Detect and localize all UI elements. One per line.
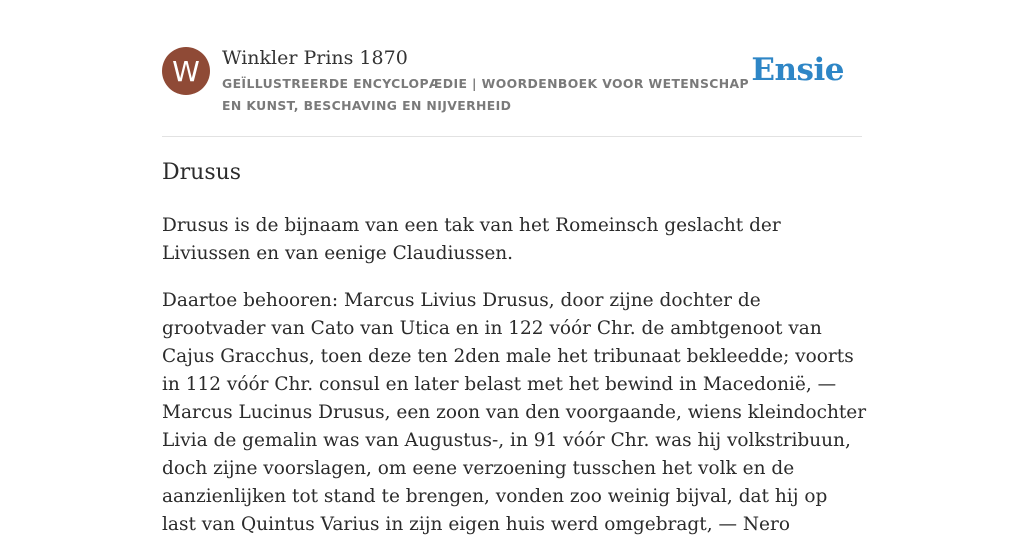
source-subtitle: GEÏLLUSTREERDE ENCYCLOPÆDIE | WOORDENBOEK VOOR WETENSCHAP EN KUNST, BESCHAVING EN NIJVERHEID (222, 76, 749, 113)
source-title[interactable]: Winkler Prins 1870 (222, 47, 408, 69)
article-body (162, 212, 867, 558)
ensie-logo[interactable]: Ensie (751, 52, 844, 88)
article-title: Drusus (162, 160, 242, 185)
source-header (162, 44, 862, 137)
source-avatar[interactable]: W (162, 47, 210, 95)
article-paragraph: Daartoe behooren: Marcus Livius Drusus, door zijne dochter de grootvader van Cato van Utica en in 122 vóór Chr. de ambtgenoot van Cajus Gracchus, toen deze ten 2den male het tribunaat bekleedde; voorts in 112 vóór Chr. consul en later belast met het bewind in Macedonië, — Marcus Lucinus Drusus, een zoon van den voorgaande, wiens kleindochter Livia de gemalin was van Augustus-, in 91 vóór Chr. was hij volkstribuun, doch zijne voorslagen, om eene verzoening tusschen het volk en de aanzienlijken tot stand te brengen, vonden zoo weinig bijval, dat hij op last van Quintus Varius in zijn eigen huis werd omgebragt, — Nero (162, 290, 867, 535)
article-paragraph: Drusus is de bijnaam van een tak van het Romeinsch geslacht der Liviussen en van eenige Claudiussen. (162, 215, 781, 264)
